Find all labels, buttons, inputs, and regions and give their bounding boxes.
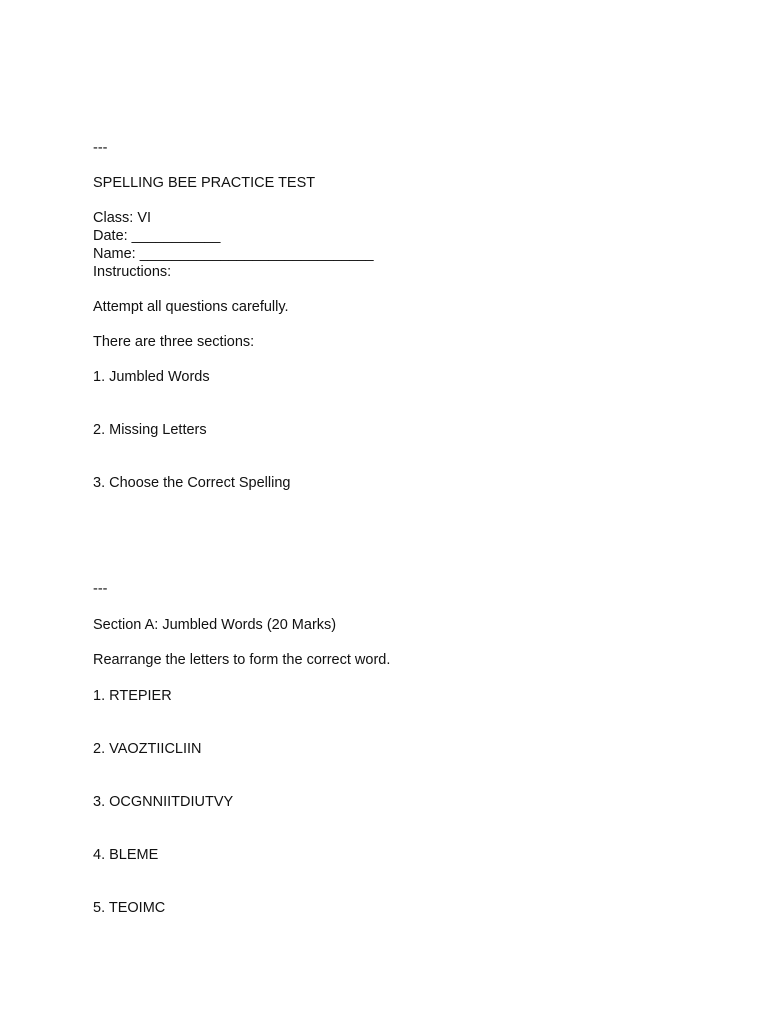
date-line: Date: ___________ [93,228,221,244]
section-list-item: 2. Missing Letters [93,422,207,438]
class-line: Class: VI [93,210,152,226]
instructions-heading: Instructions: [93,264,172,280]
question-item: 2. VAOZTIICLIIN [93,741,202,757]
section-instruction: Rearrange the letters to form the correct word. [93,652,391,668]
section-list-item: 3. Choose the Correct Spelling [93,475,291,491]
question-item: 1. RTEPIER [93,688,172,704]
name-line: Name: _____________________________ [93,246,374,262]
separator: --- [93,581,108,597]
separator: --- [93,140,108,156]
question-item: 5. TEOIMC [93,900,166,916]
question-item: 4. BLEME [93,847,159,863]
test-title: SPELLING BEE PRACTICE TEST [93,175,316,191]
instruction-text: Attempt all questions carefully. [93,299,289,315]
section-heading: Section A: Jumbled Words (20 Marks) [93,617,337,633]
instruction-text: There are three sections: [93,334,255,350]
question-item: 3. OCGNNIITDIUTVY [93,794,234,810]
section-list-item: 1. Jumbled Words [93,369,210,385]
